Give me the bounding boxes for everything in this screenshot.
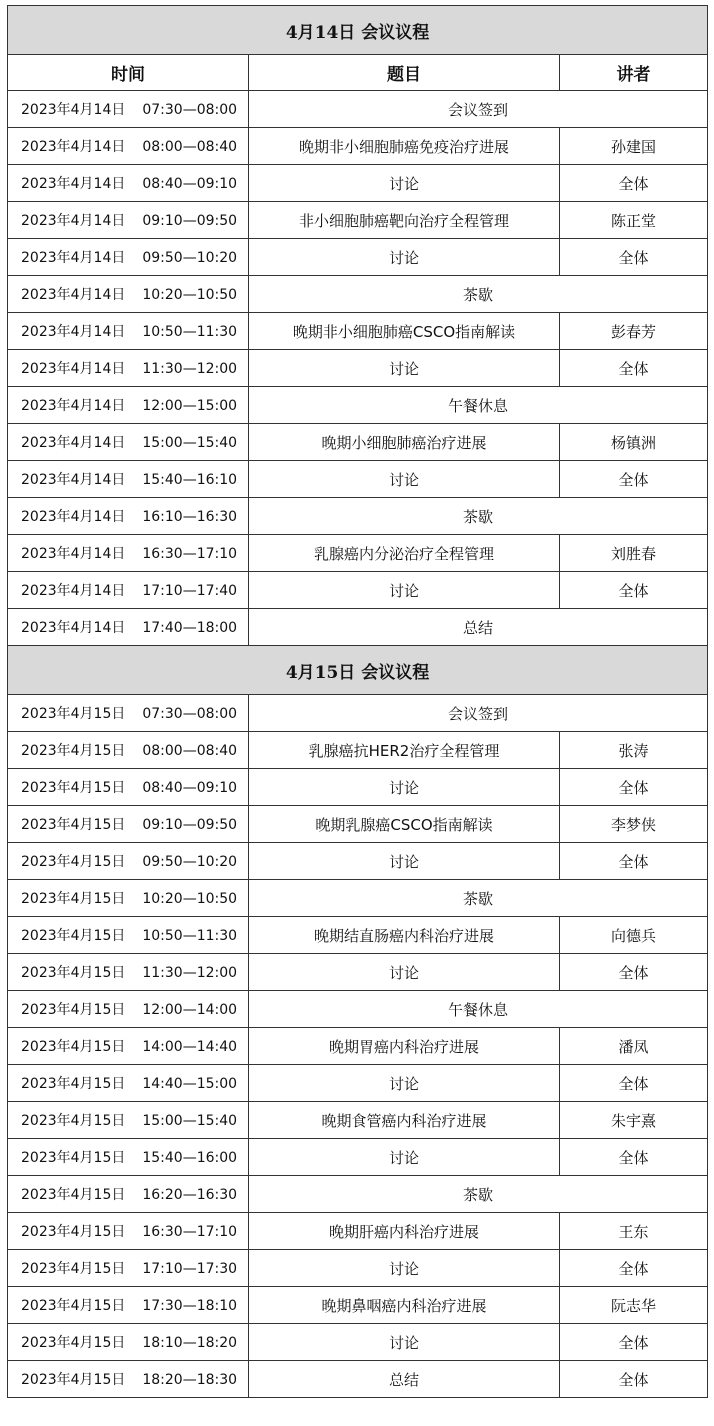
agenda-time-range: 16:10—16:30 xyxy=(142,509,238,525)
agenda-time-cell xyxy=(8,1213,249,1250)
day-title: 4月14日 会议议程 xyxy=(8,6,708,55)
agenda-speaker: 全体 xyxy=(560,1065,708,1102)
agenda-time-cell xyxy=(8,276,249,313)
agenda-time-cell xyxy=(8,91,249,128)
agenda-date: 2023年4月15日 xyxy=(21,1150,126,1166)
agenda-row xyxy=(8,535,708,572)
agenda-topic: 讨论 xyxy=(249,461,560,498)
agenda-date: 2023年4月14日 xyxy=(21,472,126,488)
agenda-row xyxy=(8,239,708,276)
agenda-time-cell xyxy=(8,1250,249,1287)
agenda-date: 2023年4月15日 xyxy=(21,1113,126,1129)
agenda-row xyxy=(8,1065,708,1102)
agenda-date: 2023年4月15日 xyxy=(21,1372,126,1388)
agenda-topic: 晚期非小细胞肺癌免疫治疗进展 xyxy=(249,128,560,165)
agenda-row xyxy=(8,1028,708,1065)
agenda-time-cell xyxy=(8,695,249,732)
agenda-speaker: 李梦侠 xyxy=(560,806,708,843)
agenda-speaker: 孙建国 xyxy=(560,128,708,165)
agenda-time-range: 15:00—15:40 xyxy=(142,1113,238,1129)
agenda-time-range: 15:00—15:40 xyxy=(142,435,238,451)
agenda-speaker: 刘胜春 xyxy=(560,535,708,572)
agenda-date: 2023年4月14日 xyxy=(21,398,126,414)
agenda-speaker: 全体 xyxy=(560,843,708,880)
agenda-time-cell xyxy=(8,769,249,806)
agenda-row xyxy=(8,991,708,1028)
agenda-time-range: 17:10—17:40 xyxy=(142,583,238,599)
agenda-time-cell xyxy=(8,387,249,424)
agenda-topic: 讨论 xyxy=(249,1065,560,1102)
agenda-time-cell xyxy=(8,917,249,954)
agenda-time-cell xyxy=(8,202,249,239)
agenda-speaker: 全体 xyxy=(560,239,708,276)
agenda-time-cell xyxy=(8,128,249,165)
agenda-speaker: 向德兵 xyxy=(560,917,708,954)
agenda-row xyxy=(8,276,708,313)
agenda-time-range: 08:40—09:10 xyxy=(142,176,238,192)
agenda-topic: 晚期非小细胞肺癌CSCO指南解读 xyxy=(249,313,560,350)
agenda-row xyxy=(8,806,708,843)
agenda-row xyxy=(8,128,708,165)
agenda-time-cell xyxy=(8,1361,249,1398)
agenda-time-cell xyxy=(8,424,249,461)
agenda-time-range: 15:40—16:10 xyxy=(142,472,238,488)
agenda-time-cell xyxy=(8,535,249,572)
agenda-topic: 茶歇 xyxy=(249,1176,708,1213)
agenda-topic: 会议签到 xyxy=(249,695,708,732)
agenda-date: 2023年4月15日 xyxy=(21,1039,126,1055)
column-header-row xyxy=(8,55,708,91)
agenda-topic: 讨论 xyxy=(249,843,560,880)
agenda-time-range: 16:30—17:10 xyxy=(142,546,238,562)
agenda-speaker: 全体 xyxy=(560,1361,708,1398)
agenda-speaker: 张涛 xyxy=(560,732,708,769)
agenda-speaker: 阮志华 xyxy=(560,1287,708,1324)
agenda-row xyxy=(8,387,708,424)
agenda-topic: 讨论 xyxy=(249,1250,560,1287)
agenda-table xyxy=(7,5,708,1398)
agenda-speaker: 全体 xyxy=(560,1139,708,1176)
agenda-time-range: 17:40—18:00 xyxy=(142,620,238,636)
agenda-row xyxy=(8,572,708,609)
agenda-date: 2023年4月14日 xyxy=(21,102,126,118)
agenda-time-cell xyxy=(8,1176,249,1213)
agenda-date: 2023年4月15日 xyxy=(21,891,126,907)
agenda-time-range: 09:50—10:20 xyxy=(142,854,238,870)
agenda-time-range: 12:00—15:00 xyxy=(142,398,238,414)
agenda-time-range: 18:10—18:20 xyxy=(142,1335,238,1351)
agenda-speaker: 潘凤 xyxy=(560,1028,708,1065)
agenda-date: 2023年4月14日 xyxy=(21,213,126,229)
agenda-row xyxy=(8,954,708,991)
agenda-speaker: 全体 xyxy=(560,954,708,991)
agenda-time-range: 10:50—11:30 xyxy=(142,928,238,944)
agenda-time-range: 09:10—09:50 xyxy=(142,817,238,833)
agenda-row xyxy=(8,843,708,880)
agenda-date: 2023年4月15日 xyxy=(21,1335,126,1351)
agenda-topic: 晚期乳腺癌CSCO指南解读 xyxy=(249,806,560,843)
agenda-topic: 会议签到 xyxy=(249,91,708,128)
agenda-row xyxy=(8,695,708,732)
agenda-topic: 茶歇 xyxy=(249,880,708,917)
agenda-time-cell xyxy=(8,732,249,769)
agenda-date: 2023年4月14日 xyxy=(21,176,126,192)
agenda-date: 2023年4月15日 xyxy=(21,706,126,722)
day-title: 4月15日 会议议程 xyxy=(8,646,708,695)
agenda-topic: 午餐休息 xyxy=(249,387,708,424)
agenda-date: 2023年4月15日 xyxy=(21,743,126,759)
agenda-time-range: 15:40—16:00 xyxy=(142,1150,238,1166)
agenda-time-cell xyxy=(8,572,249,609)
agenda-topic: 讨论 xyxy=(249,572,560,609)
agenda-time-cell xyxy=(8,1028,249,1065)
agenda-time-cell xyxy=(8,1139,249,1176)
agenda-time-cell xyxy=(8,954,249,991)
agenda-time-cell xyxy=(8,165,249,202)
agenda-date: 2023年4月14日 xyxy=(21,583,126,599)
agenda-topic: 讨论 xyxy=(249,350,560,387)
agenda-date: 2023年4月14日 xyxy=(21,509,126,525)
agenda-time-range: 14:40—15:00 xyxy=(142,1076,238,1092)
agenda-row xyxy=(8,1361,708,1398)
agenda-time-cell xyxy=(8,1065,249,1102)
agenda-time-range: 08:00—08:40 xyxy=(142,139,238,155)
agenda-speaker: 朱宇熹 xyxy=(560,1102,708,1139)
agenda-speaker: 杨镇洲 xyxy=(560,424,708,461)
agenda-time-range: 08:40—09:10 xyxy=(142,780,238,796)
agenda-speaker: 全体 xyxy=(560,572,708,609)
agenda-speaker: 全体 xyxy=(560,165,708,202)
agenda-speaker: 全体 xyxy=(560,350,708,387)
agenda-time-cell xyxy=(8,991,249,1028)
agenda-time-range: 07:30—08:00 xyxy=(142,102,238,118)
agenda-row xyxy=(8,732,708,769)
agenda-row xyxy=(8,165,708,202)
agenda-date: 2023年4月14日 xyxy=(21,620,126,636)
agenda-time-range: 09:10—09:50 xyxy=(142,213,238,229)
agenda-speaker: 全体 xyxy=(560,769,708,806)
agenda-date: 2023年4月15日 xyxy=(21,817,126,833)
agenda-time-cell xyxy=(8,1287,249,1324)
agenda-time-range: 17:30—18:10 xyxy=(142,1298,238,1314)
agenda-row xyxy=(8,917,708,954)
agenda-topic: 茶歇 xyxy=(249,498,708,535)
agenda-time-range: 11:30—12:00 xyxy=(142,965,238,981)
column-header-speaker: 讲者 xyxy=(560,55,708,91)
agenda-time-cell xyxy=(8,806,249,843)
agenda-row xyxy=(8,1324,708,1361)
agenda-date: 2023年4月14日 xyxy=(21,139,126,155)
agenda-row xyxy=(8,1213,708,1250)
agenda-topic: 茶歇 xyxy=(249,276,708,313)
agenda-row xyxy=(8,313,708,350)
agenda-time-cell xyxy=(8,461,249,498)
agenda-time-range: 08:00—08:40 xyxy=(142,743,238,759)
agenda-date: 2023年4月15日 xyxy=(21,1076,126,1092)
agenda-time-range: 18:20—18:30 xyxy=(142,1372,238,1388)
agenda-time-cell xyxy=(8,1324,249,1361)
agenda-date: 2023年4月14日 xyxy=(21,435,126,451)
agenda-topic: 晚期结直肠癌内科治疗进展 xyxy=(249,917,560,954)
agenda-date: 2023年4月15日 xyxy=(21,1261,126,1277)
agenda-topic: 总结 xyxy=(249,609,708,646)
agenda-time-cell xyxy=(8,498,249,535)
agenda-time-cell xyxy=(8,239,249,276)
column-header-topic: 题目 xyxy=(249,55,560,91)
agenda-row xyxy=(8,1176,708,1213)
agenda-time-range: 16:30—17:10 xyxy=(142,1224,238,1240)
agenda-speaker: 王东 xyxy=(560,1213,708,1250)
agenda-time-range: 07:30—08:00 xyxy=(142,706,238,722)
agenda-speaker: 全体 xyxy=(560,1250,708,1287)
agenda-topic: 乳腺癌抗HER2治疗全程管理 xyxy=(249,732,560,769)
agenda-date: 2023年4月14日 xyxy=(21,250,126,266)
agenda-time-range: 12:00—14:00 xyxy=(142,1002,238,1018)
agenda-row xyxy=(8,461,708,498)
agenda-row xyxy=(8,498,708,535)
column-header-time: 时间 xyxy=(8,55,249,91)
agenda-topic: 午餐休息 xyxy=(249,991,708,1028)
agenda-topic: 讨论 xyxy=(249,769,560,806)
agenda-time-cell xyxy=(8,313,249,350)
agenda-topic: 总结 xyxy=(249,1361,560,1398)
agenda-row xyxy=(8,880,708,917)
agenda-date: 2023年4月15日 xyxy=(21,928,126,944)
agenda-topic: 非小细胞肺癌靶向治疗全程管理 xyxy=(249,202,560,239)
agenda-row xyxy=(8,1287,708,1324)
agenda-row xyxy=(8,1139,708,1176)
agenda-topic: 晚期胃癌内科治疗进展 xyxy=(249,1028,560,1065)
agenda-speaker: 全体 xyxy=(560,1324,708,1361)
agenda-time-range: 10:20—10:50 xyxy=(142,891,238,907)
agenda-date: 2023年4月14日 xyxy=(21,324,126,340)
agenda-time-range: 16:20—16:30 xyxy=(142,1187,238,1203)
agenda-time-cell xyxy=(8,843,249,880)
agenda-time-range: 11:30—12:00 xyxy=(142,361,238,377)
agenda-topic: 讨论 xyxy=(249,954,560,991)
agenda-topic: 讨论 xyxy=(249,1324,560,1361)
agenda-topic: 讨论 xyxy=(249,165,560,202)
agenda-time-cell xyxy=(8,350,249,387)
agenda-speaker: 全体 xyxy=(560,461,708,498)
agenda-topic: 讨论 xyxy=(249,1139,560,1176)
day-header xyxy=(8,646,708,695)
agenda-topic: 乳腺癌内分泌治疗全程管理 xyxy=(249,535,560,572)
agenda-row xyxy=(8,91,708,128)
agenda-time-cell xyxy=(8,1102,249,1139)
agenda-date: 2023年4月15日 xyxy=(21,1187,126,1203)
agenda-row xyxy=(8,609,708,646)
agenda-time-range: 09:50—10:20 xyxy=(142,250,238,266)
agenda-topic: 晚期肝癌内科治疗进展 xyxy=(249,1213,560,1250)
agenda-date: 2023年4月15日 xyxy=(21,854,126,870)
agenda-time-range: 14:00—14:40 xyxy=(142,1039,238,1055)
agenda-row xyxy=(8,769,708,806)
agenda-row xyxy=(8,1250,708,1287)
agenda-date: 2023年4月15日 xyxy=(21,1002,126,1018)
agenda-date: 2023年4月15日 xyxy=(21,1224,126,1240)
day-header xyxy=(8,6,708,55)
agenda-date: 2023年4月15日 xyxy=(21,780,126,796)
agenda-date: 2023年4月15日 xyxy=(21,1298,126,1314)
agenda-speaker: 彭春芳 xyxy=(560,313,708,350)
agenda-topic: 晚期食管癌内科治疗进展 xyxy=(249,1102,560,1139)
agenda-date: 2023年4月14日 xyxy=(21,361,126,377)
agenda-topic: 讨论 xyxy=(249,239,560,276)
agenda-topic: 晚期鼻咽癌内科治疗进展 xyxy=(249,1287,560,1324)
agenda-row xyxy=(8,350,708,387)
agenda-date: 2023年4月14日 xyxy=(21,287,126,303)
agenda-time-cell xyxy=(8,880,249,917)
agenda-time-range: 10:20—10:50 xyxy=(142,287,238,303)
agenda-time-range: 10:50—11:30 xyxy=(142,324,238,340)
agenda-time-range: 17:10—17:30 xyxy=(142,1261,238,1277)
agenda-row xyxy=(8,1102,708,1139)
agenda-row xyxy=(8,424,708,461)
agenda-speaker: 陈正堂 xyxy=(560,202,708,239)
agenda-time-cell xyxy=(8,609,249,646)
agenda-date: 2023年4月15日 xyxy=(21,965,126,981)
agenda-row xyxy=(8,202,708,239)
agenda-topic: 晚期小细胞肺癌治疗进展 xyxy=(249,424,560,461)
agenda-date: 2023年4月14日 xyxy=(21,546,126,562)
